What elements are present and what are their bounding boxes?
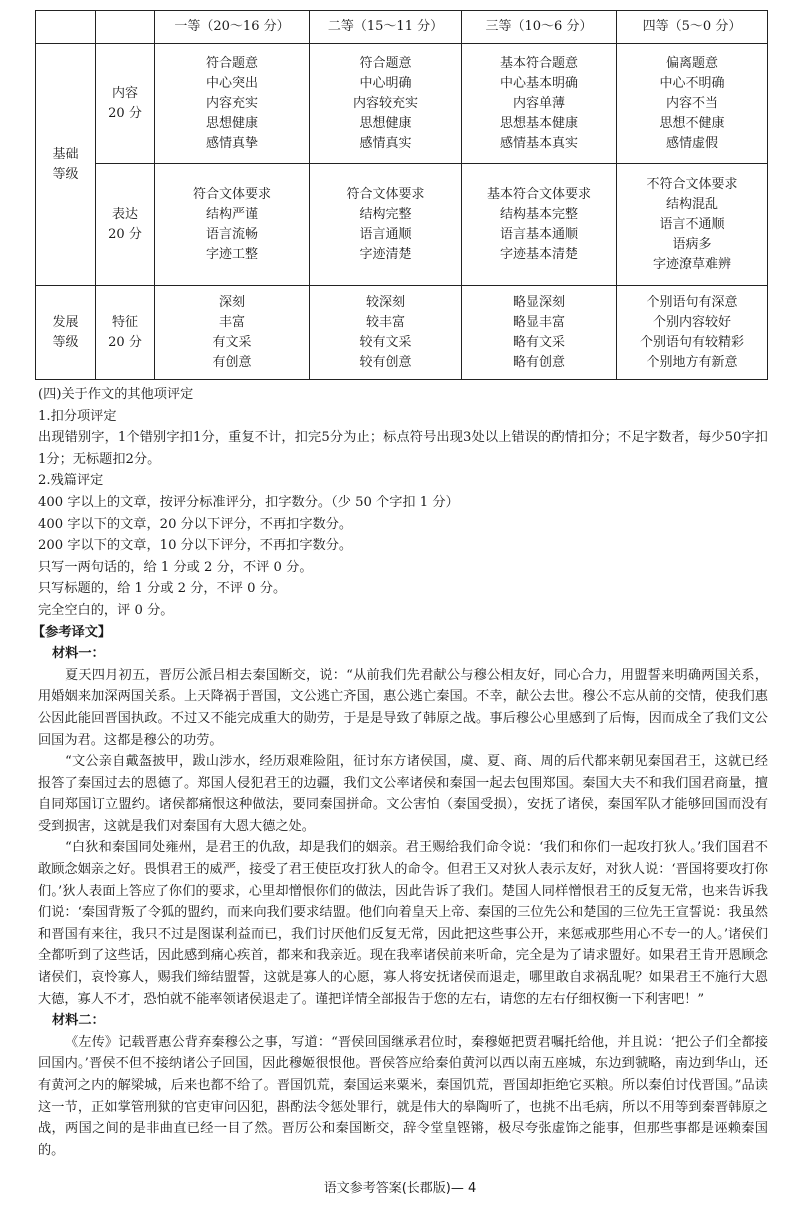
- rubric-row-expression: [36, 164, 768, 286]
- rubric-corner-cell: [96, 11, 155, 44]
- other-evaluation-section: [32, 384, 768, 1161]
- material1-paragraph: 夏天四月初五，晋厉公派吕相去秦国断交，说：“从前我们先君献公与穆公相友好，同心合力，用盟誓来明确两国关系，用婚姻来加深两国关系。上天降祸于晋国，文公逃亡齐国，惠公逃亡秦国。不幸，献公去世。穆公不忘从前的交情，使我们惠公因此能回晋国执政。不过又不能完成重大的勋劳，于是是导致了韩原之战。事后穆公心里感到了后悔，因而成全了我们文公回国为君。这都是穆公的功劳。: [38, 667, 768, 748]
- rubric-cell: 深刻 丰富 有文采 有创意: [155, 286, 310, 380]
- rubric-cell: 较深刻 较丰富 较有文采 较有创意: [310, 286, 462, 380]
- incomplete-item: 只写标题的，给 1 分或 2 分，不评 0 分。: [38, 581, 287, 597]
- rubric-cell: 不符合文体要求 结构混乱 语言不通顺 语病多 字迹潦草难辨: [617, 164, 768, 286]
- material2-paragraph: 《左传》记载晋惠公背弃秦穆公之事，写道：“晋侯回国继承君位时，秦穆姬把贾君嘱托给他，并且说：‘把公子们全都接回国内。’晋侯不但不接纳诸公子回国，因此穆姬很恨他。晋侯答应给秦伯黄河以西以南五座城，东边到虢略，南边到华山，还有黄河之内的解梁城，后来也都不给了。晋国饥荒，秦国运来粟米，秦国饥荒，晋国却拒绝它买粮。所以秦伯讨伐晋国。”品读这一节，正如掌管刑狱的官吏审问囚犯，斟酌法令惩处罪行，就是伟大的皋陶听了，也挑不出毛病，所以不用等到秦晋韩原之战，两国之间的是非曲直已经一目了然。晋厉公和秦国断交，辞令堂皇铿锵，极尽夸张虚饰之能事，但那些事都是诬赖秦国的。: [38, 1034, 768, 1158]
- incomplete-item: 400 字以上的文章，按评分标准评分，扣字数分。（少 50 个字扣 1 分）: [38, 494, 459, 510]
- rubric-cell: 符合题意 中心突出 内容充实 思想健康 感情真挚: [155, 44, 310, 164]
- deduction-title: 1.扣分项评定: [38, 408, 117, 424]
- rubric-header-row: [36, 11, 768, 44]
- material1-label: 材料一：: [52, 646, 105, 662]
- deduction-text: 出现错别字，1个错别字扣1分，重复不计，扣完5分为止；标点符号出现3处以上错误的酌情扣分；不足字数者，每少50字扣1分；无标题扣2分。: [38, 430, 768, 467]
- section-title: (四)关于作文的其他项评定: [38, 387, 194, 402]
- rubric-cell: 基本符合文体要求 结构基本完整 语言基本通顺 字迹基本清楚: [462, 164, 617, 286]
- rubric-cell: 符合文体要求 结构完整 语言通顺 字迹清楚: [310, 164, 462, 286]
- rubric-cell: 个别语句有深意 个别内容较好 个别语句有较精彩 个别地方有新意: [617, 286, 768, 380]
- header-grade-3: 三等（10～6 分）: [462, 11, 617, 44]
- page-footer: 语文参考答案(长郡版)— 4: [323, 1181, 477, 1196]
- incomplete-item: 400 字以下的文章，20 分以下评分，不再扣字数分。: [38, 516, 353, 532]
- header-grade-4: 四等（5～0 分）: [617, 11, 768, 44]
- translation-heading: 【参考译文】: [32, 624, 112, 640]
- incomplete-title: 2.残篇评定: [38, 473, 104, 489]
- rubric-cell: 偏离题意 中心不明确 内容不当 思想不健康 感情虚假: [617, 44, 768, 164]
- rubric-row-feature: [36, 286, 768, 380]
- scoring-rubric-table: [35, 10, 768, 380]
- material1-paragraph: “白狄和秦国同处雍州，是君王的仇敌，却是我们的姻亲。君王赐给我们命令说：‘我们和你们一起攻打狄人。’我们国君不敢顾念姻亲之好。畏惧君王的威严，接受了君王使臣攻打狄人的命令。但君王又对狄人表示友好，对狄人说：‘晋国将要攻打你们。’狄人表面上答应了你们的要求，心里却憎恨你们的做法，因此告诉了我们。楚国人同样憎恨君王的反复无常，也来告诉我们说：‘秦国背叛了令狐的盟约，而来向我们要求结盟。他们向着皇天上帝、秦国的三位先公和楚国的三位先王宣誓说：我虽然和晋国有来往，我只不过是图谋利益而已，我们讨厌他们反复无常，因此把这些事公开，来惩戒那些用心不专一的人。’诸侯们全都听到了这些话，因此感到痛心疾首，都来和我亲近。现在我率诸侯前来听命，完全是为了请求盟好。如果君王肯开恩顾念诸侯们，哀怜寡人，赐我们缔结盟誓，这就是寡人的心愿，寡人将安抚诸侯而退走，哪里敢自求祸乱呢？如果君王不施行大恩大德，寡人不才，恐怕就不能率领诸侯退走了。谨把详情全部报告于您的左右，请您的左右仔细权衡一下利害吧！”: [38, 840, 768, 1007]
- row-label-feature: 特征 20 分: [96, 286, 155, 380]
- section-development-level: 发展 等级: [36, 286, 96, 380]
- header-grade-1: 一等（20～16 分）: [155, 11, 310, 44]
- section-basic-level: 基础 等级: [36, 44, 96, 286]
- incomplete-item: 完全空白的，评 0 分。: [38, 602, 174, 618]
- row-label-content: 内容 20 分: [96, 44, 155, 164]
- rubric-corner-cell: [36, 11, 96, 44]
- material2-label: 材料二：: [52, 1013, 105, 1029]
- rubric-cell: 略显深刻 略显丰富 略有文采 略有创意: [462, 286, 617, 380]
- incomplete-item: 只写一两句话的，给 1 分或 2 分，不评 0 分。: [38, 559, 313, 575]
- material1-paragraph: “文公亲自戴盔披甲，跋山涉水，经历艰难险阻，征讨东方诸侯国，虞、夏、商、周的后代都来朝见秦国君王，这就已经报答了秦国过去的恩德了。郑国人侵犯君王的边疆，我们文公率诸侯和秦国一起去包围郑国。秦国大夫不和我们国君商量，擅自同郑国订立盟约。诸侯都痛恨这种做法，要同秦国拼命。文公害怕（秦国受损），安抚了诸侯，秦国军队才能够回国而没有受到损害，这就是我们对秦国有大恩大德之处。: [38, 754, 768, 834]
- rubric-cell: 基本符合题意 中心基本明确 内容单薄 思想基本健康 感情基本真实: [462, 44, 617, 164]
- rubric-row-content: [36, 44, 768, 164]
- rubric-cell: 符合文体要求 结构严谨 语言流畅 字迹工整: [155, 164, 310, 286]
- header-grade-2: 二等（15～11 分）: [310, 11, 462, 44]
- rubric-cell: 符合题意 中心明确 内容较充实 思想健康 感情真实: [310, 44, 462, 164]
- incomplete-item: 200 字以下的文章，10 分以下评分，不再扣字数分。: [38, 538, 353, 554]
- row-label-expression: 表达 20 分: [96, 164, 155, 286]
